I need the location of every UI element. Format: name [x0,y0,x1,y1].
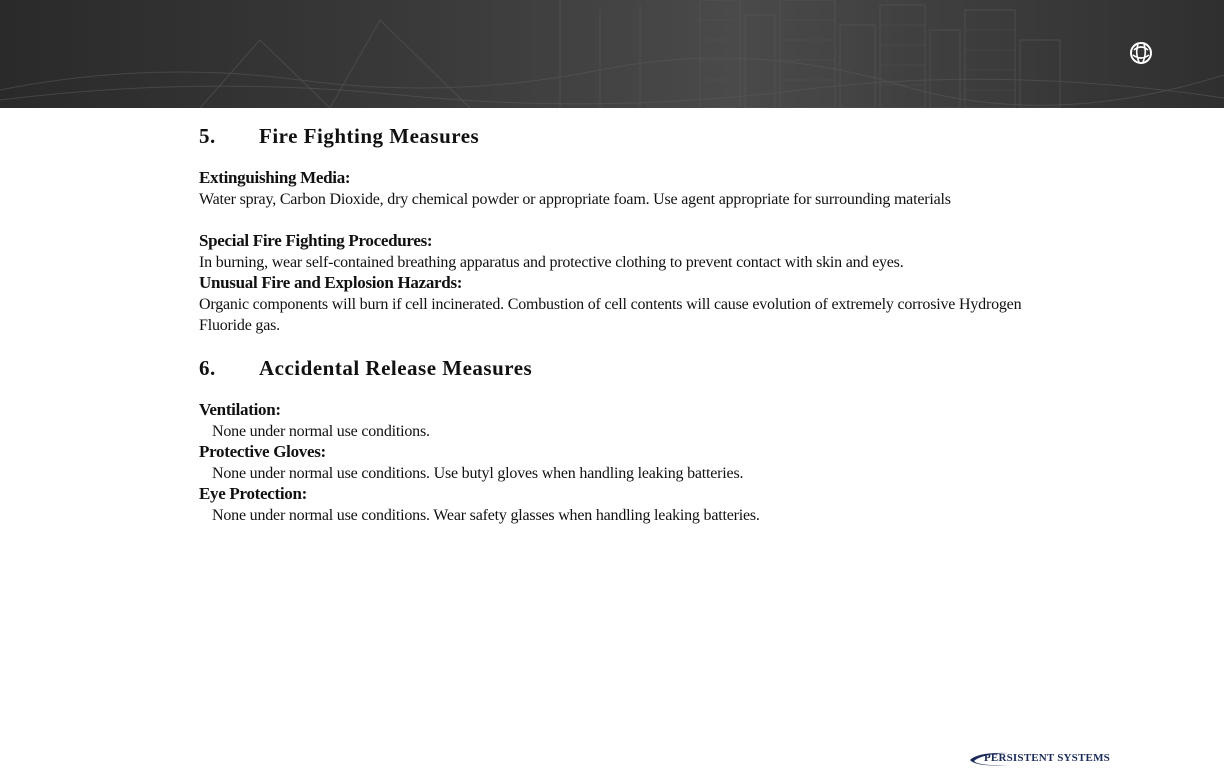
unusual-hazards-label: Unusual Fire and Explosion Hazards: [199,273,463,292]
unusual-hazards-text: Organic components will burn if cell incinerated. Combustion of cell contents will cause evolution of extremely corrosive Hydrogen Fluoride gas. [199,296,1022,334]
protective-gloves-text: None under normal use conditions. Use butyl gloves when handling leaking batteries. [212,465,744,482]
section-title: Accidental Release Measures [259,356,533,380]
ventilation-label: Ventilation: [199,400,281,419]
section-number: 6. [199,356,216,380]
eye-protection-text: None under normal use conditions. Wear safety glasses when handling leaking batteries. [212,507,760,524]
extinguishing-media-text: Water spray, Carbon Dioxide, dry chemical powder or appropriate foam. Use agent appropriate for surrounding materials [199,191,951,208]
special-procedures-label: Special Fire Fighting Procedures: [199,231,433,250]
section-6-heading [199,352,532,384]
section-5-heading [199,120,479,152]
special-procedures-text: In burning, wear self-contained breathing apparatus and protective clothing to prevent contact with skin and eyes. [199,254,904,271]
ventilation-text: None under normal use conditions. [212,423,430,440]
eye-protection-label: Eye Protection: [199,484,308,503]
footer-logo [968,749,1113,771]
protective-gloves-label: Protective Gloves: [199,442,326,461]
section-number: 5. [199,124,216,148]
globe-knot-icon [1129,41,1153,65]
section-title: Fire Fighting Measures [259,124,480,148]
header-banner [0,0,1224,108]
company-name: PERSISTENT SYSTEMS [984,752,1110,764]
extinguishing-media-label: Extinguishing Media: [199,168,351,187]
city-skyline-graphic [0,0,1224,108]
